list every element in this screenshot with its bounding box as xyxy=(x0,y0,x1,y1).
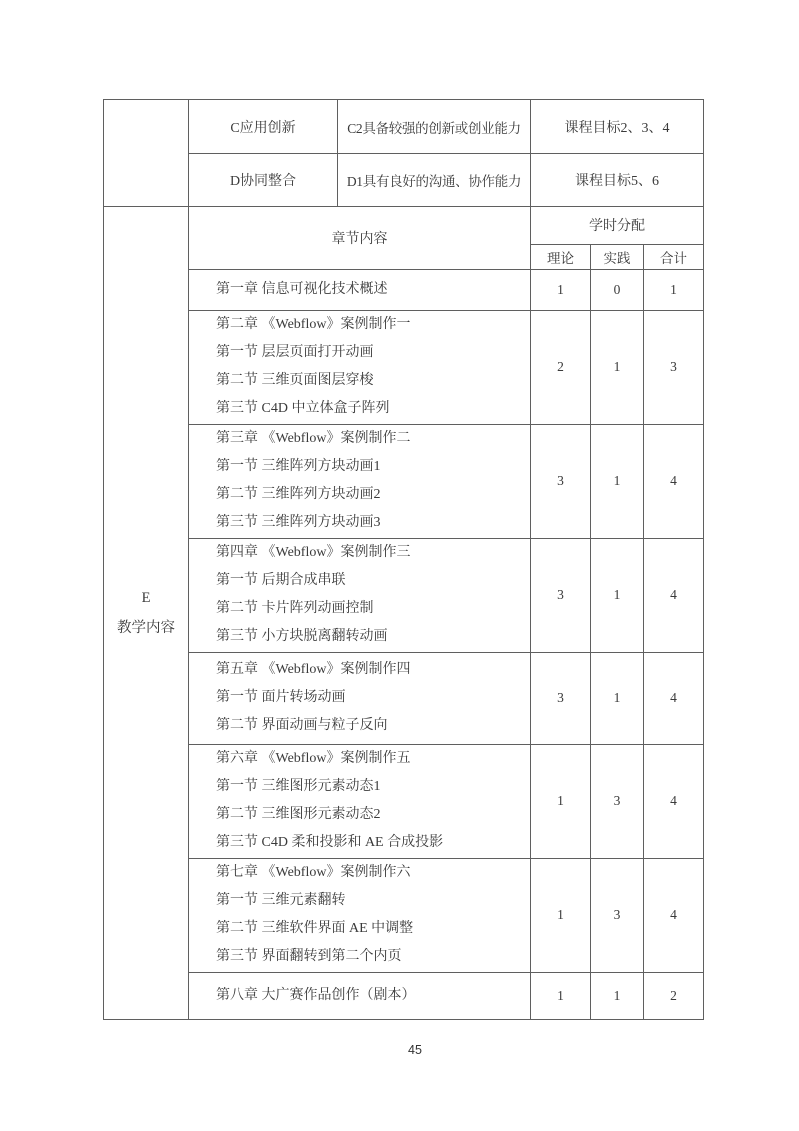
total-hours: 4 xyxy=(644,744,704,858)
total-hours: 3 xyxy=(644,310,704,424)
theory-hours: 3 xyxy=(531,652,591,744)
total-hours: 1 xyxy=(644,269,704,310)
chapter-line: 第六章 《Webflow》案例制作五 xyxy=(216,751,411,766)
page-number: 45 xyxy=(408,1043,422,1057)
teaching-content-table xyxy=(103,206,704,1020)
practice-hours: 1 xyxy=(591,652,644,744)
chapter-line: 第一节 三维元素翻转 xyxy=(216,893,346,908)
chapter-line: 第一节 后期合成串联 xyxy=(216,573,346,588)
header-hours-allocation: 学时分配 xyxy=(531,206,704,244)
chapter-row-4 xyxy=(104,538,704,652)
chapter-row-6 xyxy=(104,744,704,858)
header-theory: 理论 xyxy=(531,244,591,269)
chapter-cell xyxy=(189,972,531,1019)
chapter-line: 第三节 三维阵列方块动画3 xyxy=(216,515,381,530)
theory-hours: 1 xyxy=(531,972,591,1019)
chapter-line: 第二节 三维阵列方块动画2 xyxy=(216,487,381,502)
practice-hours: 3 xyxy=(591,744,644,858)
chapter-line: 第二节 卡片阵列动画控制 xyxy=(216,601,374,616)
theory-hours: 1 xyxy=(531,269,591,310)
chapter-cell xyxy=(189,424,531,538)
table-header-row xyxy=(104,206,704,244)
theory-hours: 3 xyxy=(531,538,591,652)
chapter-cell xyxy=(189,858,531,972)
chapter-line: 第七章 《Webflow》案例制作六 xyxy=(216,865,411,880)
chapter-line: 第二章 《Webflow》案例制作一 xyxy=(216,317,411,332)
chapter-cell xyxy=(189,652,531,744)
total-hours: 4 xyxy=(644,652,704,744)
theory-hours: 3 xyxy=(531,424,591,538)
mapping-dimension-c: C应用创新 xyxy=(189,100,338,154)
section-letter: E xyxy=(141,589,151,606)
mapping-dimension-d: D协同整合 xyxy=(189,154,338,206)
chapter-line: 第一节 三维图形元素动态1 xyxy=(216,779,381,794)
chapter-line: 第三节 C4D 中立体盒子阵列 xyxy=(216,401,390,416)
chapter-cell xyxy=(189,744,531,858)
mapping-objectives-c: 课程目标2、3、4 xyxy=(531,100,704,154)
theory-hours: 1 xyxy=(531,858,591,972)
chapter-row-7 xyxy=(104,858,704,972)
chapter-line: 第二节 界面动画与粒子反向 xyxy=(216,718,388,733)
mapping-left-empty-cell xyxy=(104,100,189,206)
chapter-row-2 xyxy=(104,310,704,424)
practice-hours: 1 xyxy=(591,310,644,424)
chapter-line: 第二节 三维图形元素动态2 xyxy=(216,807,381,822)
chapter-line: 第一节 层层页面打开动画 xyxy=(216,345,374,360)
practice-hours: 3 xyxy=(591,858,644,972)
chapter-line: 第二节 三维软件界面 AE 中调整 xyxy=(216,921,414,936)
chapter-line: 第八章 大广赛作品创作（剧本） xyxy=(216,987,416,1003)
total-hours: 2 xyxy=(644,972,704,1019)
chapter-cell xyxy=(189,538,531,652)
table-row xyxy=(104,100,704,154)
total-hours: 4 xyxy=(644,858,704,972)
total-hours: 4 xyxy=(644,538,704,652)
chapter-line: 第三节 界面翻转到第二个内页 xyxy=(216,949,402,964)
theory-hours: 2 xyxy=(531,310,591,424)
header-practice: 实践 xyxy=(591,244,644,269)
chapter-line: 第四章 《Webflow》案例制作三 xyxy=(216,545,411,560)
chapter-line: 第一节 三维阵列方块动画1 xyxy=(216,459,381,474)
section-title: 教学内容 xyxy=(117,619,175,636)
theory-hours: 1 xyxy=(531,744,591,858)
syllabus-table xyxy=(103,99,703,1020)
mapping-objectives-d: 课程目标5、6 xyxy=(531,154,704,206)
chapter-cell xyxy=(189,269,531,310)
header-total: 合计 xyxy=(644,244,704,269)
header-chapter-content: 章节内容 xyxy=(189,206,531,269)
chapter-line: 第三节 C4D 柔和投影和 AE 合成投影 xyxy=(216,835,444,850)
practice-hours: 1 xyxy=(591,424,644,538)
chapter-line: 第三章 《Webflow》案例制作二 xyxy=(216,431,411,446)
total-hours: 4 xyxy=(644,424,704,538)
mapping-table xyxy=(103,99,704,206)
chapter-row-8 xyxy=(104,972,704,1019)
section-label-cell xyxy=(104,206,189,1019)
practice-hours: 0 xyxy=(591,269,644,310)
practice-hours: 1 xyxy=(591,538,644,652)
chapter-cell xyxy=(189,310,531,424)
chapter-line: 第二节 三维页面图层穿梭 xyxy=(216,373,374,388)
chapter-line: 第一节 面片转场动画 xyxy=(216,690,346,705)
practice-hours: 1 xyxy=(591,972,644,1019)
chapter-line: 第一章 信息可视化技术概述 xyxy=(216,281,388,297)
table-row xyxy=(104,154,704,206)
chapter-row-1 xyxy=(104,269,704,310)
chapter-line: 第五章 《Webflow》案例制作四 xyxy=(216,662,411,677)
chapter-row-5 xyxy=(104,652,704,744)
mapping-indicator-d1: D1具有良好的沟通、协作能力 xyxy=(338,154,531,206)
chapter-row-3 xyxy=(104,424,704,538)
chapter-line: 第三节 小方块脱离翻转动画 xyxy=(216,629,388,644)
mapping-indicator-c2: C2具备较强的创新或创业能力 xyxy=(338,100,531,154)
